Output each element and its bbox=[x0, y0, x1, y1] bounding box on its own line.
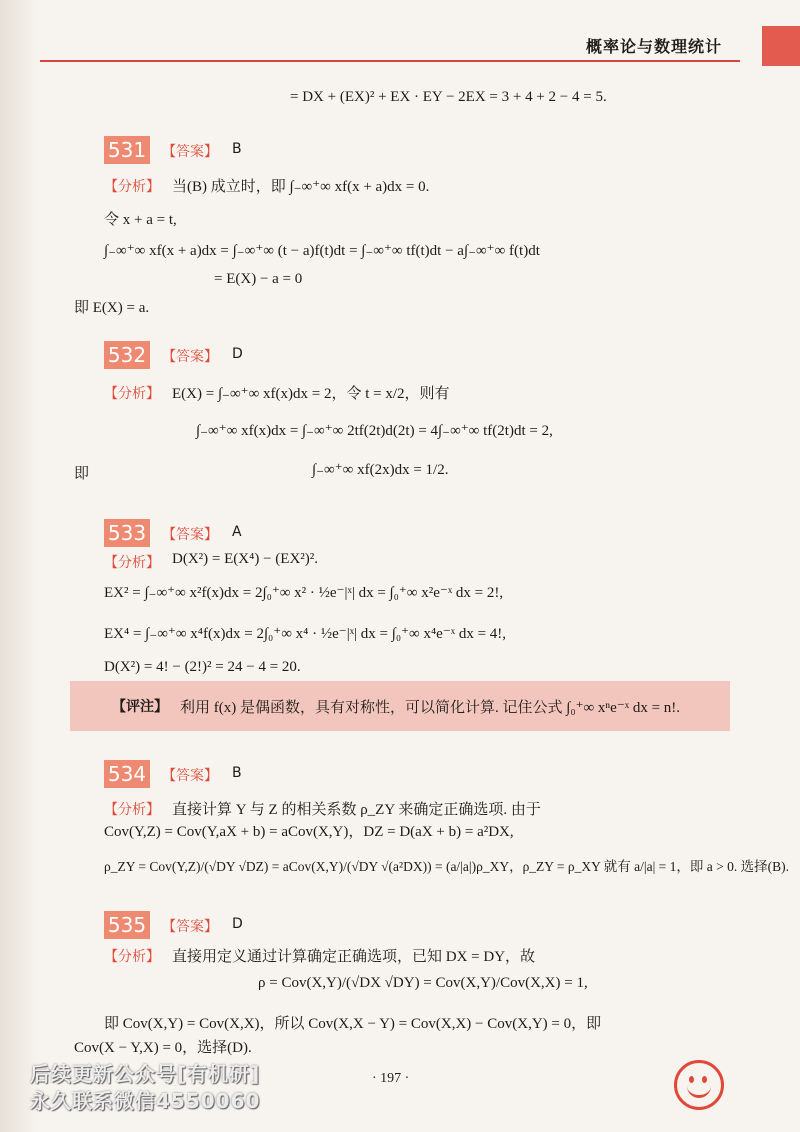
solution-line: ∫₋∞⁺∞ xf(x + a)dx = ∫₋∞⁺∞ (t − a)f(t)dt = ∫₋∞⁺∞ tf(t)dt − a∫₋∞⁺∞ f(t)dt bbox=[104, 243, 540, 259]
solution-line: 令 x + a = t, bbox=[104, 212, 177, 228]
solution-line: ρ_ZY = Cov(Y,Z)/(√DY √DZ) = aCov(X,Y)/(√DY √(a²DX)) = (a/|a|)ρ_XY，ρ_ZY = ρ_XY 就有 a/|a| = 1，即 a > 0. 选择(B). bbox=[104, 859, 789, 874]
problem-number-badge: 534 bbox=[104, 760, 150, 788]
answer-value: A bbox=[232, 524, 242, 540]
carryover-equation: = DX + (EX)² + EX · EY − 2EX = 3 + 4 + 2 − 4 = 5. bbox=[290, 89, 607, 105]
solution-line: D(X²) = E(X⁴) − (EX²)². bbox=[172, 551, 319, 567]
problem-number-badge: 533 bbox=[104, 519, 150, 547]
solution-line: = E(X) − a = 0 bbox=[214, 271, 303, 287]
solution-line: ∫₋∞⁺∞ xf(2x)dx = 1/2. bbox=[312, 462, 449, 478]
answer-tag: 【答案】 bbox=[162, 768, 218, 784]
solution-line: EX² = ∫₋∞⁺∞ x²f(x)dx = 2∫₀⁺∞ x² · ½e⁻|ˣ| dx = ∫₀⁺∞ x²e⁻ˣ dx = 2!, bbox=[104, 585, 504, 601]
header-tab bbox=[762, 26, 800, 66]
analysis-tag: 【分析】 bbox=[104, 555, 160, 571]
solution-line: E(X) = ∫₋∞⁺∞ xf(x)dx = 2，令 t = x/2，则有 bbox=[172, 386, 450, 402]
solution-line: 即 E(X) = a. bbox=[74, 300, 150, 316]
analysis-tag: 【分析】 bbox=[104, 386, 160, 402]
analysis-tag: 【分析】 bbox=[104, 949, 160, 965]
problem-number-badge: 532 bbox=[104, 341, 150, 369]
remark-text: 利用 f(x) 是偶函数，具有对称性，可以简化计算. 记住公式 ∫₀⁺∞ xⁿe⁻ˣ dx = n!. bbox=[180, 700, 681, 716]
answer-value: B bbox=[232, 765, 242, 781]
answer-tag: 【答案】 bbox=[162, 349, 218, 365]
problem-number-badge: 531 bbox=[104, 136, 150, 164]
header-rule bbox=[40, 60, 740, 62]
answer-value: D bbox=[232, 346, 243, 362]
answer-tag: 【答案】 bbox=[162, 919, 218, 935]
solution-line: 即 bbox=[74, 466, 90, 482]
running-header-title: 概率论与数理统计 bbox=[585, 37, 722, 56]
solution-line: EX⁴ = ∫₋∞⁺∞ x⁴f(x)dx = 2∫₀⁺∞ x⁴ · ½e⁻|ˣ| dx = ∫₀⁺∞ x⁴e⁻ˣ dx = 4!, bbox=[104, 626, 507, 642]
solution-line: 直接计算 Y 与 Z 的相关系数 ρ_ZY 来确定正确选项. 由于 bbox=[172, 802, 541, 818]
page-binding-shadow bbox=[0, 0, 40, 1132]
page-number: · 197 · bbox=[372, 1071, 410, 1086]
analysis-tag: 【分析】 bbox=[104, 802, 160, 818]
answer-value: D bbox=[232, 916, 243, 932]
remark-box bbox=[70, 681, 730, 731]
analysis-tag: 【分析】 bbox=[104, 179, 160, 195]
answer-tag: 【答案】 bbox=[162, 144, 218, 160]
watermark-line: 永久联系微信4550060 bbox=[30, 1089, 261, 1113]
solution-line: ρ = Cov(X,Y)/(√DX √DY) = Cov(X,Y)/Cov(X,X) = 1, bbox=[258, 975, 588, 991]
solution-line: 当(B) 成立时，即 ∫₋∞⁺∞ xf(x + a)dx = 0. bbox=[172, 179, 430, 195]
solution-line: 即 Cov(X,Y) = Cov(X,X)，所以 Cov(X,X − Y) = Cov(X,X) − Cov(X,Y) = 0，即 bbox=[104, 1016, 602, 1032]
solution-line: 直接用定义通过计算确定正确选项，已知 DX = DY，故 bbox=[172, 949, 536, 965]
answer-value: B bbox=[232, 141, 242, 157]
solution-line: D(X²) = 4! − (2!)² = 24 − 4 = 20. bbox=[104, 659, 301, 675]
solution-line: Cov(Y,Z) = Cov(Y,aX + b) = aCov(X,Y)，DZ = D(aX + b) = a²DX, bbox=[104, 824, 514, 840]
answer-tag: 【答案】 bbox=[162, 527, 218, 543]
problem-number-badge: 535 bbox=[104, 911, 150, 939]
solution-line: ∫₋∞⁺∞ xf(x)dx = ∫₋∞⁺∞ 2tf(2t)d(2t) = 4∫₋∞⁺∞ tf(2t)dt = 2, bbox=[196, 423, 553, 439]
solution-line: Cov(X − Y,X) = 0，选择(D). bbox=[74, 1040, 252, 1056]
smiley-face-icon bbox=[674, 1060, 724, 1110]
remark-tag: 【评注】 bbox=[112, 699, 168, 715]
watermark-line: 后续更新公众号[有机研] bbox=[30, 1062, 261, 1086]
